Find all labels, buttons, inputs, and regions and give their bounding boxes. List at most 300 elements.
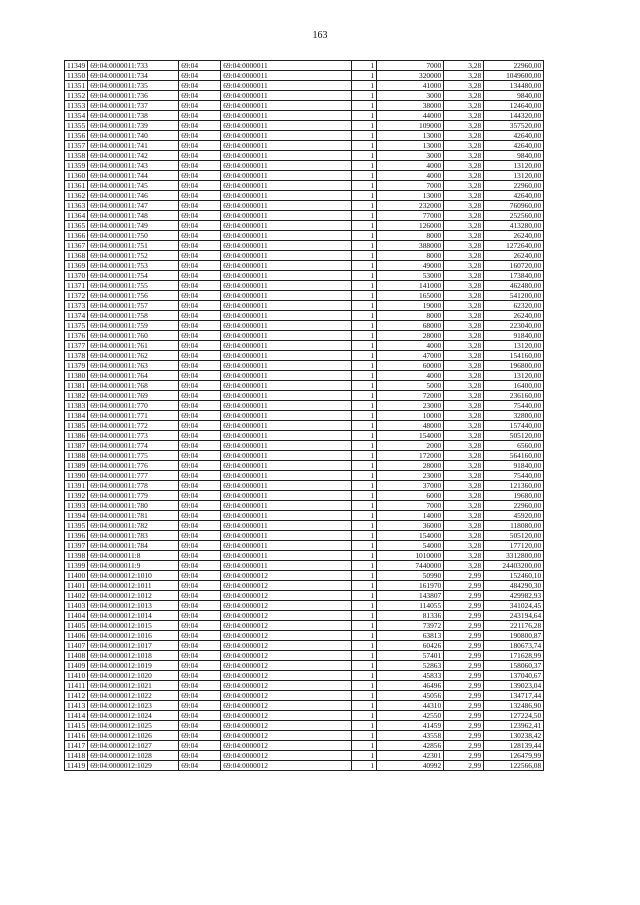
table-row bbox=[65, 661, 544, 671]
unit-price-cell: 3,28 bbox=[444, 141, 484, 151]
cadastral-value-table bbox=[64, 60, 544, 771]
area-cell: 37000 bbox=[377, 481, 444, 491]
cadastral-value-cell: 137040,67 bbox=[484, 671, 544, 681]
quarter-code-cell: 69:04:0000011 bbox=[221, 181, 352, 191]
cadastral-value-cell: 42640,00 bbox=[484, 131, 544, 141]
table-row bbox=[65, 291, 544, 301]
cadastral-value-cell: 75440,00 bbox=[484, 471, 544, 481]
cadastral-number-cell: 69:04:0000012:1020 bbox=[88, 671, 179, 681]
cadastral-number-cell: 69:04:0000012:1027 bbox=[88, 741, 179, 751]
quarter-code-cell: 69:04:0000011 bbox=[221, 441, 352, 451]
quarter-code-cell: 69:04:0000012 bbox=[221, 731, 352, 741]
quarter-code-cell: 69:04:0000011 bbox=[221, 211, 352, 221]
table-row bbox=[65, 461, 544, 471]
quarter-code-cell: 69:04:0000012 bbox=[221, 661, 352, 671]
quarter-code-cell: 69:04:0000011 bbox=[221, 191, 352, 201]
cadastral-value-cell: 564160,00 bbox=[484, 451, 544, 461]
table-row bbox=[65, 391, 544, 401]
quarter-code-cell: 69:04:0000011 bbox=[221, 501, 352, 511]
area-cell: 7000 bbox=[377, 181, 444, 191]
table-row bbox=[65, 441, 544, 451]
quarter-code-cell: 69:04:0000011 bbox=[221, 311, 352, 321]
unit-price-cell: 3,28 bbox=[444, 381, 484, 391]
row-number-cell: 11387 bbox=[65, 441, 88, 451]
unit-price-cell: 3,28 bbox=[444, 371, 484, 381]
area-cell: 45056 bbox=[377, 691, 444, 701]
quarter-code-cell: 69:04:0000012 bbox=[221, 691, 352, 701]
table-row bbox=[65, 591, 544, 601]
area-cell: 13000 bbox=[377, 141, 444, 151]
cadastral-number-cell: 69:04:0000011:752 bbox=[88, 251, 179, 261]
unit-price-cell: 2,99 bbox=[444, 591, 484, 601]
unit-price-cell: 3,28 bbox=[444, 231, 484, 241]
table-row bbox=[65, 211, 544, 221]
row-number-cell: 11400 bbox=[65, 571, 88, 581]
unit-price-cell: 3,28 bbox=[444, 221, 484, 231]
table-row bbox=[65, 431, 544, 441]
count-cell: 1 bbox=[352, 711, 377, 721]
cadastral-value-cell: 26240,00 bbox=[484, 251, 544, 261]
row-number-cell: 11402 bbox=[65, 591, 88, 601]
unit-price-cell: 3,28 bbox=[444, 491, 484, 501]
quarter-code-cell: 69:04:0000011 bbox=[221, 351, 352, 361]
count-cell: 1 bbox=[352, 221, 377, 231]
count-cell: 1 bbox=[352, 341, 377, 351]
unit-price-cell: 3,28 bbox=[444, 521, 484, 531]
district-code-cell: 69:04 bbox=[179, 651, 221, 661]
count-cell: 1 bbox=[352, 651, 377, 661]
unit-price-cell: 3,28 bbox=[444, 451, 484, 461]
table-row bbox=[65, 681, 544, 691]
table-row bbox=[65, 91, 544, 101]
row-number-cell: 11409 bbox=[65, 661, 88, 671]
area-cell: 13000 bbox=[377, 191, 444, 201]
count-cell: 1 bbox=[352, 531, 377, 541]
table-row bbox=[65, 531, 544, 541]
quarter-code-cell: 69:04:0000012 bbox=[221, 651, 352, 661]
area-cell: 320000 bbox=[377, 71, 444, 81]
cadastral-value-cell: 541200,00 bbox=[484, 291, 544, 301]
district-code-cell: 69:04 bbox=[179, 151, 221, 161]
cadastral-value-cell: 128139,44 bbox=[484, 741, 544, 751]
cadastral-number-cell: 69:04:0000011:770 bbox=[88, 401, 179, 411]
table-row bbox=[65, 341, 544, 351]
cadastral-number-cell: 69:04:0000012:1016 bbox=[88, 631, 179, 641]
row-number-cell: 11407 bbox=[65, 641, 88, 651]
area-cell: 388000 bbox=[377, 241, 444, 251]
table-row bbox=[65, 611, 544, 621]
unit-price-cell: 3,28 bbox=[444, 81, 484, 91]
row-number-cell: 11352 bbox=[65, 91, 88, 101]
count-cell: 1 bbox=[352, 631, 377, 641]
district-code-cell: 69:04 bbox=[179, 701, 221, 711]
row-number-cell: 11386 bbox=[65, 431, 88, 441]
unit-price-cell: 3,28 bbox=[444, 421, 484, 431]
table-row bbox=[65, 351, 544, 361]
unit-price-cell: 2,99 bbox=[444, 681, 484, 691]
cadastral-number-cell: 69:04:0000012:1024 bbox=[88, 711, 179, 721]
count-cell: 1 bbox=[352, 611, 377, 621]
cadastral-number-cell: 69:04:0000012:1011 bbox=[88, 581, 179, 591]
cadastral-value-cell: 413280,00 bbox=[484, 221, 544, 231]
area-cell: 3000 bbox=[377, 91, 444, 101]
area-cell: 19000 bbox=[377, 301, 444, 311]
unit-price-cell: 3,28 bbox=[444, 111, 484, 121]
count-cell: 1 bbox=[352, 451, 377, 461]
quarter-code-cell: 69:04:0000011 bbox=[221, 151, 352, 161]
unit-price-cell: 2,99 bbox=[444, 671, 484, 681]
unit-price-cell: 2,99 bbox=[444, 571, 484, 581]
district-code-cell: 69:04 bbox=[179, 201, 221, 211]
cadastral-number-cell: 69:04:0000012:1010 bbox=[88, 571, 179, 581]
count-cell: 1 bbox=[352, 461, 377, 471]
area-cell: 68000 bbox=[377, 321, 444, 331]
area-cell: 109000 bbox=[377, 121, 444, 131]
cadastral-number-cell: 69:04:0000011:748 bbox=[88, 211, 179, 221]
quarter-code-cell: 69:04:0000012 bbox=[221, 701, 352, 711]
row-number-cell: 11368 bbox=[65, 251, 88, 261]
cadastral-number-cell: 69:04:0000011:778 bbox=[88, 481, 179, 491]
quarter-code-cell: 69:04:0000012 bbox=[221, 641, 352, 651]
cadastral-number-cell: 69:04:0000011:745 bbox=[88, 181, 179, 191]
cadastral-value-cell: 144320,00 bbox=[484, 111, 544, 121]
district-code-cell: 69:04 bbox=[179, 761, 221, 771]
unit-price-cell: 2,99 bbox=[444, 711, 484, 721]
district-code-cell: 69:04 bbox=[179, 601, 221, 611]
table-row bbox=[65, 761, 544, 771]
quarter-code-cell: 69:04:0000011 bbox=[221, 201, 352, 211]
area-cell: 49000 bbox=[377, 261, 444, 271]
area-cell: 154000 bbox=[377, 531, 444, 541]
unit-price-cell: 2,99 bbox=[444, 731, 484, 741]
unit-price-cell: 3,28 bbox=[444, 131, 484, 141]
count-cell: 1 bbox=[352, 111, 377, 121]
table-row bbox=[65, 301, 544, 311]
area-cell: 154000 bbox=[377, 431, 444, 441]
quarter-code-cell: 69:04:0000011 bbox=[221, 471, 352, 481]
area-cell: 36000 bbox=[377, 521, 444, 531]
table-row bbox=[65, 331, 544, 341]
cadastral-value-cell: 9840,00 bbox=[484, 151, 544, 161]
count-cell: 1 bbox=[352, 81, 377, 91]
area-cell: 42856 bbox=[377, 741, 444, 751]
table-row bbox=[65, 571, 544, 581]
table-row bbox=[65, 551, 544, 561]
cadastral-number-cell: 69:04:0000011:747 bbox=[88, 201, 179, 211]
district-code-cell: 69:04 bbox=[179, 471, 221, 481]
quarter-code-cell: 69:04:0000011 bbox=[221, 251, 352, 261]
count-cell: 1 bbox=[352, 91, 377, 101]
table-row bbox=[65, 241, 544, 251]
quarter-code-cell: 69:04:0000011 bbox=[221, 481, 352, 491]
cadastral-value-cell: 62320,00 bbox=[484, 301, 544, 311]
cadastral-number-cell: 69:04:0000012:1015 bbox=[88, 621, 179, 631]
unit-price-cell: 3,28 bbox=[444, 101, 484, 111]
count-cell: 1 bbox=[352, 681, 377, 691]
row-number-cell: 11355 bbox=[65, 121, 88, 131]
cadastral-value-cell: 223040,00 bbox=[484, 321, 544, 331]
count-cell: 1 bbox=[352, 321, 377, 331]
cadastral-value-cell: 42640,00 bbox=[484, 141, 544, 151]
area-cell: 23000 bbox=[377, 471, 444, 481]
unit-price-cell: 3,28 bbox=[444, 291, 484, 301]
cadastral-number-cell: 69:04:0000012:1026 bbox=[88, 731, 179, 741]
cadastral-value-cell: 118080,00 bbox=[484, 521, 544, 531]
table-row bbox=[65, 651, 544, 661]
cadastral-number-cell: 69:04:0000011:738 bbox=[88, 111, 179, 121]
table-row bbox=[65, 671, 544, 681]
row-number-cell: 11365 bbox=[65, 221, 88, 231]
row-number-cell: 11360 bbox=[65, 171, 88, 181]
table-row bbox=[65, 401, 544, 411]
row-number-cell: 11384 bbox=[65, 411, 88, 421]
count-cell: 1 bbox=[352, 401, 377, 411]
quarter-code-cell: 69:04:0000011 bbox=[221, 551, 352, 561]
table-row bbox=[65, 511, 544, 521]
area-cell: 42550 bbox=[377, 711, 444, 721]
district-code-cell: 69:04 bbox=[179, 721, 221, 731]
district-code-cell: 69:04 bbox=[179, 171, 221, 181]
area-cell: 126000 bbox=[377, 221, 444, 231]
table-row bbox=[65, 221, 544, 231]
quarter-code-cell: 69:04:0000011 bbox=[221, 541, 352, 551]
cadastral-value-cell: 75440,00 bbox=[484, 401, 544, 411]
row-number-cell: 11398 bbox=[65, 551, 88, 561]
unit-price-cell: 3,28 bbox=[444, 531, 484, 541]
row-number-cell: 11418 bbox=[65, 751, 88, 761]
area-cell: 57401 bbox=[377, 651, 444, 661]
quarter-code-cell: 69:04:0000012 bbox=[221, 631, 352, 641]
count-cell: 1 bbox=[352, 311, 377, 321]
district-code-cell: 69:04 bbox=[179, 301, 221, 311]
cadastral-value-cell: 26240,00 bbox=[484, 311, 544, 321]
district-code-cell: 69:04 bbox=[179, 191, 221, 201]
area-cell: 7000 bbox=[377, 61, 444, 71]
cadastral-value-cell: 1272640,00 bbox=[484, 241, 544, 251]
unit-price-cell: 2,99 bbox=[444, 601, 484, 611]
row-number-cell: 11358 bbox=[65, 151, 88, 161]
row-number-cell: 11417 bbox=[65, 741, 88, 751]
cadastral-value-cell: 484290,30 bbox=[484, 581, 544, 591]
count-cell: 1 bbox=[352, 71, 377, 81]
count-cell: 1 bbox=[352, 641, 377, 651]
area-cell: 114055 bbox=[377, 601, 444, 611]
table-row bbox=[65, 371, 544, 381]
table-row bbox=[65, 701, 544, 711]
cadastral-number-cell: 69:04:0000011:783 bbox=[88, 531, 179, 541]
unit-price-cell: 2,99 bbox=[444, 701, 484, 711]
table-row bbox=[65, 121, 544, 131]
count-cell: 1 bbox=[352, 481, 377, 491]
district-code-cell: 69:04 bbox=[179, 141, 221, 151]
row-number-cell: 11374 bbox=[65, 311, 88, 321]
cadastral-number-cell: 69:04:0000012:1013 bbox=[88, 601, 179, 611]
unit-price-cell: 3,28 bbox=[444, 91, 484, 101]
quarter-code-cell: 69:04:0000011 bbox=[221, 141, 352, 151]
unit-price-cell: 3,28 bbox=[444, 281, 484, 291]
count-cell: 1 bbox=[352, 131, 377, 141]
quarter-code-cell: 69:04:0000011 bbox=[221, 461, 352, 471]
area-cell: 72000 bbox=[377, 391, 444, 401]
table-row bbox=[65, 231, 544, 241]
row-number-cell: 11404 bbox=[65, 611, 88, 621]
area-cell: 172000 bbox=[377, 451, 444, 461]
cadastral-number-cell: 69:04:0000011:755 bbox=[88, 281, 179, 291]
row-number-cell: 11359 bbox=[65, 161, 88, 171]
cadastral-number-cell: 69:04:0000011:740 bbox=[88, 131, 179, 141]
count-cell: 1 bbox=[352, 761, 377, 771]
quarter-code-cell: 69:04:0000011 bbox=[221, 171, 352, 181]
cadastral-value-cell: 154160,00 bbox=[484, 351, 544, 361]
row-number-cell: 11411 bbox=[65, 681, 88, 691]
unit-price-cell: 2,99 bbox=[444, 741, 484, 751]
area-cell: 81336 bbox=[377, 611, 444, 621]
row-number-cell: 11362 bbox=[65, 191, 88, 201]
cadastral-number-cell: 69:04:0000011:744 bbox=[88, 171, 179, 181]
cadastral-number-cell: 69:04:0000011:760 bbox=[88, 331, 179, 341]
cadastral-value-cell: 45920,00 bbox=[484, 511, 544, 521]
area-cell: 4000 bbox=[377, 341, 444, 351]
count-cell: 1 bbox=[352, 241, 377, 251]
cadastral-number-cell: 69:04:0000011:762 bbox=[88, 351, 179, 361]
district-code-cell: 69:04 bbox=[179, 681, 221, 691]
row-number-cell: 11370 bbox=[65, 271, 88, 281]
unit-price-cell: 3,28 bbox=[444, 561, 484, 571]
quarter-code-cell: 69:04:0000011 bbox=[221, 61, 352, 71]
table-row bbox=[65, 411, 544, 421]
cadastral-number-cell: 69:04:0000011:757 bbox=[88, 301, 179, 311]
cadastral-number-cell: 69:04:0000012:1017 bbox=[88, 641, 179, 651]
cadastral-number-cell: 69:04:0000011:741 bbox=[88, 141, 179, 151]
row-number-cell: 11419 bbox=[65, 761, 88, 771]
row-number-cell: 11375 bbox=[65, 321, 88, 331]
district-code-cell: 69:04 bbox=[179, 431, 221, 441]
cadastral-number-cell: 69:04:0000011:754 bbox=[88, 271, 179, 281]
cadastral-number-cell: 69:04:0000011:771 bbox=[88, 411, 179, 421]
district-code-cell: 69:04 bbox=[179, 661, 221, 671]
count-cell: 1 bbox=[352, 421, 377, 431]
table-row bbox=[65, 491, 544, 501]
cadastral-value-cell: 171628,99 bbox=[484, 651, 544, 661]
quarter-code-cell: 69:04:0000011 bbox=[221, 421, 352, 431]
cadastral-value-cell: 6560,00 bbox=[484, 441, 544, 451]
cadastral-number-cell: 69:04:0000011:9 bbox=[88, 561, 179, 571]
count-cell: 1 bbox=[352, 471, 377, 481]
count-cell: 1 bbox=[352, 491, 377, 501]
cadastral-value-cell: 221176,28 bbox=[484, 621, 544, 631]
quarter-code-cell: 69:04:0000011 bbox=[221, 291, 352, 301]
cadastral-value-cell: 123962,41 bbox=[484, 721, 544, 731]
row-number-cell: 11377 bbox=[65, 341, 88, 351]
unit-price-cell: 3,28 bbox=[444, 181, 484, 191]
district-code-cell: 69:04 bbox=[179, 491, 221, 501]
row-number-cell: 11353 bbox=[65, 101, 88, 111]
cadastral-value-cell: 127224,50 bbox=[484, 711, 544, 721]
table-row bbox=[65, 201, 544, 211]
cadastral-number-cell: 69:04:0000011:743 bbox=[88, 161, 179, 171]
row-number-cell: 11391 bbox=[65, 481, 88, 491]
table-row bbox=[65, 101, 544, 111]
unit-price-cell: 3,28 bbox=[444, 441, 484, 451]
unit-price-cell: 2,99 bbox=[444, 751, 484, 761]
row-number-cell: 11406 bbox=[65, 631, 88, 641]
row-number-cell: 11405 bbox=[65, 621, 88, 631]
cadastral-value-cell: 134717,44 bbox=[484, 691, 544, 701]
row-number-cell: 11354 bbox=[65, 111, 88, 121]
district-code-cell: 69:04 bbox=[179, 441, 221, 451]
area-cell: 4000 bbox=[377, 161, 444, 171]
area-cell: 165000 bbox=[377, 291, 444, 301]
row-number-cell: 11366 bbox=[65, 231, 88, 241]
quarter-code-cell: 69:04:0000011 bbox=[221, 81, 352, 91]
district-code-cell: 69:04 bbox=[179, 81, 221, 91]
count-cell: 1 bbox=[352, 441, 377, 451]
cadastral-value-cell: 91840,00 bbox=[484, 331, 544, 341]
quarter-code-cell: 69:04:0000012 bbox=[221, 571, 352, 581]
count-cell: 1 bbox=[352, 751, 377, 761]
quarter-code-cell: 69:04:0000011 bbox=[221, 411, 352, 421]
district-code-cell: 69:04 bbox=[179, 291, 221, 301]
quarter-code-cell: 69:04:0000011 bbox=[221, 391, 352, 401]
count-cell: 1 bbox=[352, 261, 377, 271]
area-cell: 28000 bbox=[377, 331, 444, 341]
quarter-code-cell: 69:04:0000011 bbox=[221, 111, 352, 121]
cadastral-number-cell: 69:04:0000012:1019 bbox=[88, 661, 179, 671]
cadastral-value-cell: 3312800,00 bbox=[484, 551, 544, 561]
row-number-cell: 11356 bbox=[65, 131, 88, 141]
district-code-cell: 69:04 bbox=[179, 481, 221, 491]
area-cell: 44000 bbox=[377, 111, 444, 121]
district-code-cell: 69:04 bbox=[179, 331, 221, 341]
table-row bbox=[65, 131, 544, 141]
district-code-cell: 69:04 bbox=[179, 161, 221, 171]
quarter-code-cell: 69:04:0000011 bbox=[221, 401, 352, 411]
row-number-cell: 11416 bbox=[65, 731, 88, 741]
cadastral-value-cell: 243194,64 bbox=[484, 611, 544, 621]
row-number-cell: 11395 bbox=[65, 521, 88, 531]
area-cell: 41000 bbox=[377, 81, 444, 91]
area-cell: 43558 bbox=[377, 731, 444, 741]
cadastral-value-cell: 252560,00 bbox=[484, 211, 544, 221]
count-cell: 1 bbox=[352, 701, 377, 711]
table-row bbox=[65, 451, 544, 461]
count-cell: 1 bbox=[352, 671, 377, 681]
district-code-cell: 69:04 bbox=[179, 541, 221, 551]
district-code-cell: 69:04 bbox=[179, 351, 221, 361]
district-code-cell: 69:04 bbox=[179, 61, 221, 71]
cadastral-value-cell: 9840,00 bbox=[484, 91, 544, 101]
quarter-code-cell: 69:04:0000012 bbox=[221, 751, 352, 761]
count-cell: 1 bbox=[352, 541, 377, 551]
count-cell: 1 bbox=[352, 381, 377, 391]
quarter-code-cell: 69:04:0000012 bbox=[221, 591, 352, 601]
unit-price-cell: 3,28 bbox=[444, 191, 484, 201]
unit-price-cell: 3,28 bbox=[444, 151, 484, 161]
district-code-cell: 69:04 bbox=[179, 321, 221, 331]
table-row bbox=[65, 741, 544, 751]
cadastral-value-cell: 1049600,00 bbox=[484, 71, 544, 81]
area-cell: 2000 bbox=[377, 441, 444, 451]
cadastral-value-cell: 134480,00 bbox=[484, 81, 544, 91]
cadastral-value-cell: 152460,10 bbox=[484, 571, 544, 581]
row-number-cell: 11376 bbox=[65, 331, 88, 341]
district-code-cell: 69:04 bbox=[179, 611, 221, 621]
district-code-cell: 69:04 bbox=[179, 571, 221, 581]
row-number-cell: 11394 bbox=[65, 511, 88, 521]
cadastral-number-cell: 69:04:0000011:773 bbox=[88, 431, 179, 441]
area-cell: 143807 bbox=[377, 591, 444, 601]
cadastral-number-cell: 69:04:0000011:753 bbox=[88, 261, 179, 271]
